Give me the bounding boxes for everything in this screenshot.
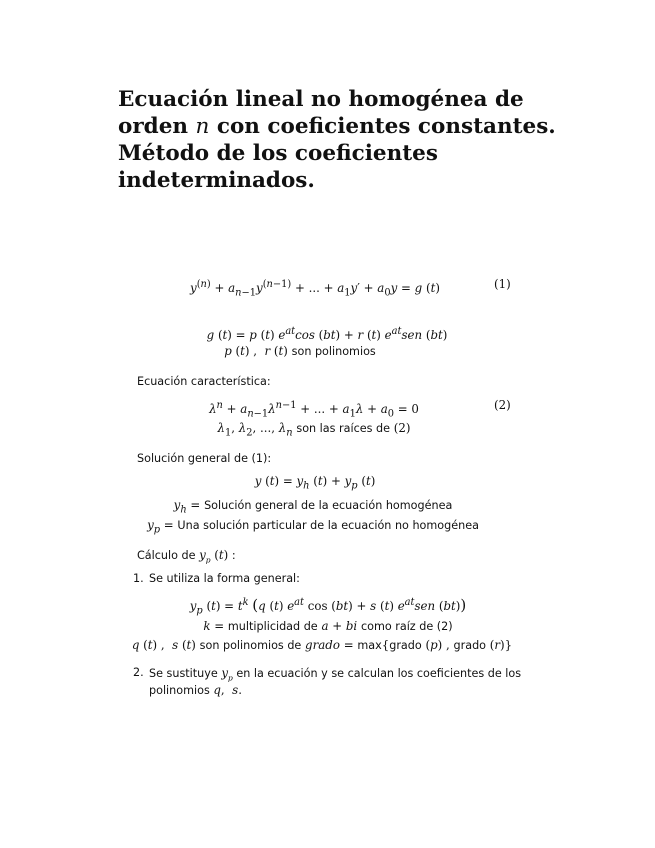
title-line-1: Ecuación lineal no homogénea de (118, 87, 524, 112)
title-line-3: Método de los coeficientes (118, 141, 438, 166)
list-item-1-number: 1. (133, 572, 144, 585)
title-line-4: indeterminados. (118, 168, 315, 193)
list-item-2-line-1: Se sustituye $y_p$ en la ecuación y se calculan los coeficientes de los (149, 666, 522, 683)
list-item-2-line-2: polinomios q, s. (149, 683, 242, 697)
equation-1: $y^{(n)} + a_{n-1}y^{(n-1)}$ + ... + $a_1y' + a_0y = g$ (t) (190, 279, 440, 299)
general-solution-equation: y $(t) = y_h$ $(t) + y_p$ (t) (254, 474, 376, 492)
yp-general-form: $y_p$ $(t) = t^k$ (q (t) $e^{at}$ cos (bt) + s (t) $e^{at}sen$ (bt)) (189, 595, 467, 617)
equation-1-tag: (1) (494, 277, 511, 291)
roots-line: $\lambda_1$, $\lambda_2$, ..., $\lambda_n$ son las raíces de (2) (217, 421, 411, 439)
equation-2-tag: (2) (494, 398, 511, 412)
q-s-degree: q (t) , s (t) son polinomios de grado = max{grado (p) , grado (r)} (131, 638, 513, 652)
k-multiplicity: k = multiplicidad de a + bi como raíz de (2) (203, 619, 453, 633)
characteristic-equation-label: Ecuación característica: (137, 375, 271, 388)
yh-definition: $y_h$ = Solución general de la ecuación homogénea (173, 498, 453, 516)
yp-definition: $y_p$ = Una solución particular de la ecuación no homogénea (147, 518, 479, 536)
list-item-2-number: 2. (133, 666, 144, 679)
general-solution-label: Solución general de (1): (137, 452, 272, 465)
title-line-2: orden n con coeficientes constantes. (118, 114, 556, 139)
list-item-1-text: Se utiliza la forma general: (149, 572, 300, 585)
page-title (118, 86, 598, 194)
equation-2: $\lambda^n + a_{n-1}\lambda^{n-1}$ + ... + $a_1\lambda + a_0 = 0$ (209, 400, 419, 420)
calculation-label: Cálculo de $y_p$ (t) : (137, 548, 236, 565)
p-r-polynomials: p (t) , r (t) son polinomios (224, 344, 376, 358)
g-definition: g (t) = p (t) $e^{at}\cos$ (bt) + r (t) $e^{at}sen$ (bt) (206, 326, 448, 342)
